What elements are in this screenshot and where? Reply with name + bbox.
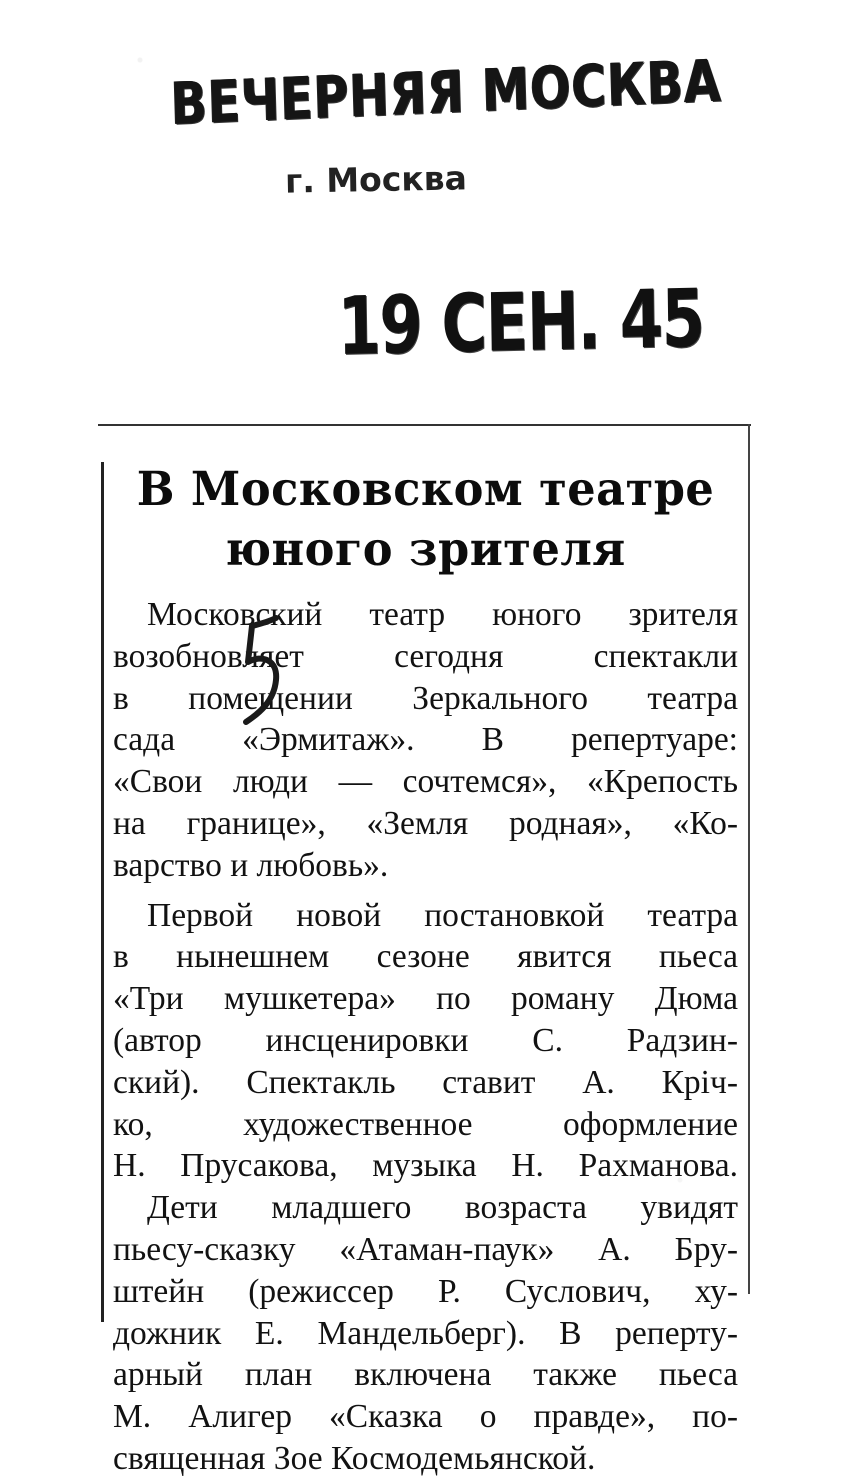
- frame-top-rule: [98, 424, 751, 426]
- text-line: Дети младшего возраста увидят: [147, 1189, 738, 1227]
- text-line: Н. Прусакова, музыка Н. Рахманова.: [113, 1147, 738, 1185]
- text-line: ко, художественное оформление: [113, 1105, 738, 1143]
- article-headline: [129, 460, 723, 580]
- text-line: ский). Спектакль ставит А. Кріч-: [113, 1063, 738, 1101]
- frame-right-rule: [748, 424, 750, 1294]
- text-line: штейн (режиссер Р. Суслович, ху-: [113, 1272, 738, 1310]
- frame-left-rule: [101, 462, 104, 1322]
- text-line: М. Алигер «Сказка о правде», по-: [113, 1398, 738, 1436]
- stamp-date: 19 СЕН. 45: [336, 271, 704, 373]
- article-body: [113, 594, 738, 1480]
- paragraph-1: [113, 594, 738, 887]
- headline-line-1: В Московском театре: [136, 462, 715, 517]
- paragraph-2: [113, 895, 738, 1188]
- text-line: «Свои люди — сочтемся», «Крепость: [113, 763, 738, 801]
- stamp-masthead: [169, 46, 723, 155]
- stamp-city: г. Москва: [284, 158, 468, 201]
- text-line: Первой новой постановкой театра: [147, 896, 738, 934]
- newspaper-name: ВЕЧЕРНЯЯ МОСКВА: [169, 46, 723, 138]
- text-line: (автор инсценировки С. Радзин-: [113, 1021, 738, 1059]
- text-line: в нынешнем сезоне явится пьеса: [113, 938, 738, 976]
- text-line: священная Зое Космодемьянской.: [113, 1439, 596, 1477]
- text-line: на границе», «Земля родная», «Ко-: [113, 804, 738, 842]
- text-line: «Три мушкетера» по роману Дюма: [113, 980, 738, 1018]
- text-line: сада «Эрмитаж». В репертуаре:: [113, 721, 738, 759]
- text-line: дожник Е. Мандельберг). В реперту-: [113, 1314, 738, 1352]
- text-line: пьесу-сказку «Атаман-паук» А. Бру-: [113, 1230, 738, 1268]
- article: [113, 450, 738, 1477]
- text-line: варство и любовь».: [113, 846, 389, 884]
- text-line: в помещении Зеркального театра: [113, 679, 738, 717]
- text-line: Московский театр юного зрителя: [147, 596, 738, 633]
- headline-line-2: юного зрителя: [225, 522, 626, 577]
- paragraph-3: [113, 1187, 738, 1480]
- handwritten-mark-icon: [238, 610, 288, 730]
- text-line: арный план включена также пьеса: [113, 1356, 738, 1394]
- text-line: возобновляет сегодня спектакли: [113, 637, 738, 675]
